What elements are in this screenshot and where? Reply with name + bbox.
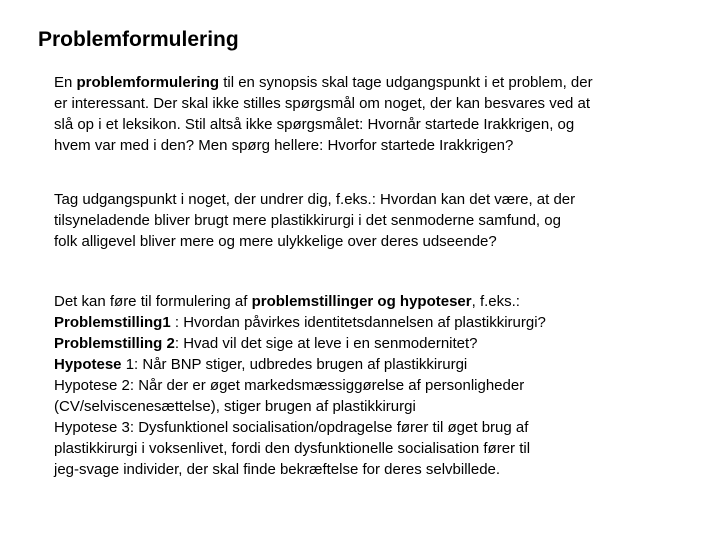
text-span: , f.eks.:	[471, 293, 520, 310]
text-line: Tag udgangspunkt i noget, der undrer dig, f.eks.: Hvordan kan det være, at der	[54, 191, 576, 208]
bold-label: Problemstilling1	[54, 314, 171, 331]
text-line: slå op i et leksikon. Stil altså ikke spørgsmålet: Hvornår startede Irakkrigen, og	[54, 116, 575, 133]
bold-term: problemformulering	[76, 74, 220, 91]
text-span: : Hvordan påvirkes identitetsdannelsen af plastikkirurgi?	[170, 314, 546, 331]
text-line	[54, 72, 704, 93]
text-span: 1: Når BNP stiger, udbredes brugen af plastikkirurgi	[121, 356, 468, 373]
text-line: er interessant. Der skal ikke stilles spørgsmål om noget, der kan besvares ved at	[54, 95, 591, 112]
bold-label: Hypotese	[54, 356, 122, 373]
text-line: folk alligevel bliver mere og mere ulykkelige over deres udseende?	[54, 233, 497, 250]
page-title: Problemformulering	[38, 28, 239, 51]
text-span: : Hvad vil det sige at leve i en senmodernitet?	[174, 335, 478, 352]
hypotese-3-line-3: jeg-svage individer, der skal finde bekræftelse for deres selvbillede.	[54, 461, 501, 478]
text-span: til en synopsis skal tage udgangspunkt i et problem, der	[219, 74, 593, 91]
hypotese-2-line-1: Hypotese 2: Når der er øget markedsmæssiggørelse af personligheder	[54, 377, 525, 394]
text-line: hvem var med i den? Men spørg hellere: Hvorfor startede Irakkrigen?	[54, 137, 514, 154]
bold-label: Problemstilling 2	[54, 335, 175, 352]
hypotheses-paragraph	[54, 291, 704, 480]
bold-term: problemstillinger og hypoteser	[251, 293, 472, 310]
text-line: tilsyneladende bliver brugt mere plastikkirurgi i det senmoderne samfund, og	[54, 212, 561, 229]
text-span: En	[54, 74, 77, 91]
problemstilling-1	[54, 312, 704, 333]
hypotese-3-line-1: Hypotese 3: Dysfunktionel socialisation/opdragelse fører til øget brug af	[54, 419, 529, 436]
text-span: Det kan føre til formulering af	[54, 293, 252, 310]
problemstilling-2	[54, 333, 704, 354]
hypotese-2-line-2: (CV/selviscenesættelse), stiger brugen af plastikkirurgi	[54, 398, 416, 415]
intro-paragraph	[54, 72, 704, 156]
example-paragraph	[54, 189, 704, 252]
text-line	[54, 291, 704, 312]
hypotese-1	[54, 354, 704, 375]
hypotese-3-line-2: plastikkirurgi i voksenlivet, fordi den dysfunktionelle socialisation fører til	[54, 440, 531, 457]
